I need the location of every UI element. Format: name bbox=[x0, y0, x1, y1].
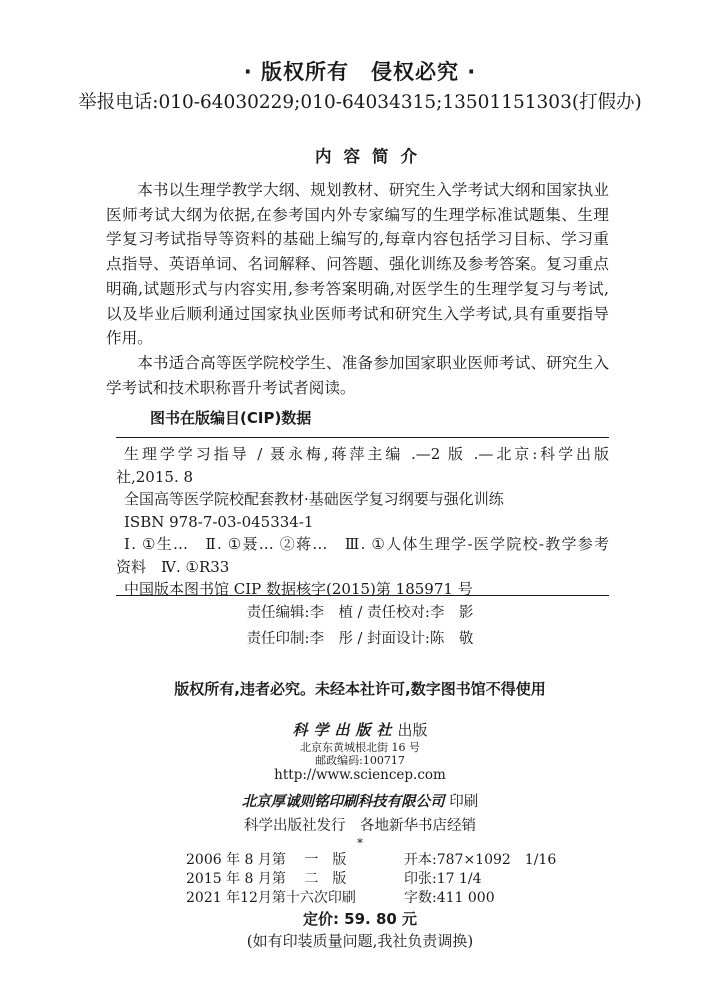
printer-suffix: 印刷 bbox=[449, 794, 479, 810]
edition-left: 2021 年12月第十六次印刷 bbox=[186, 890, 356, 906]
summary-heading: 内容简介 bbox=[315, 147, 429, 166]
summary-paragraph-2: 本书适合高等医学院校学生、准备参加国家职业医师考试、研究生入学考试和技术职称晋升考试者阅读。 bbox=[106, 353, 609, 397]
report-phone-line: 举报电话:010-64030229;010-64034315;13501151303(打假办) bbox=[78, 92, 642, 113]
edition-right: 开本:787×1092 1/16 bbox=[404, 852, 557, 868]
summary-body bbox=[106, 178, 609, 400]
publisher-address: 北京东黄城根北街 16 号 bbox=[300, 741, 420, 754]
publisher-line bbox=[0, 719, 720, 740]
edition-right: 印张:17 1/4 bbox=[404, 871, 482, 887]
cip-classification-cont: 资料 Ⅳ. ①R33 bbox=[116, 557, 230, 576]
price: 定价: 59. 80 元 bbox=[302, 910, 418, 928]
cip-title-line: 生理学学习指导 / 聂永梅,蒋萍主编 .—2 版 .—北京:科学出版 bbox=[124, 445, 609, 463]
cip-number: 中国版本图书馆 CIP 数据核字(2015)第 185971 号 bbox=[124, 580, 473, 598]
publisher-url: http://www.sciencep.com bbox=[274, 767, 446, 783]
separator-star: * bbox=[357, 836, 363, 850]
summary-paragraph-1: 本书以生理学教学大纲、规划教材、研究生入学考试大纲和国家执业医师考试大纲为依据,在参考国内外专家编写的生理学标准试题集、生理学复习考试指导等资料的基础上编写的,每章内容包括学习目标、学习重点指导、英语单词、名词解释、问答题、强化训练及参考答案。复习重点明确,试题形式与内容实用,参考答案明确,对医学生的生理学复习与考试,以及毕业后顺利通过国家执业医师考试和研究生入学考试,具有重要指导作用。 bbox=[106, 181, 609, 348]
edition-row bbox=[186, 851, 556, 870]
copyright-banner: · 版权所有 侵权必究 · bbox=[243, 60, 477, 84]
cip-series: 全国高等医学院校配套教材·基础医学复习纲要与强化训练 bbox=[124, 490, 504, 508]
edition-left: 2006 年 8 月第 一 版 bbox=[186, 852, 347, 868]
publisher-postcode: 邮政编码:100717 bbox=[315, 754, 405, 767]
edition-right: 字数:411 000 bbox=[404, 890, 495, 906]
cip-title-line-cont: 社,2015. 8 bbox=[116, 467, 194, 486]
rights-notice: 版权所有,违者必究。未经本社许可,数字图书馆不得使用 bbox=[174, 680, 546, 698]
cip-heading: 图书在版编目(CIP)数据 bbox=[150, 409, 312, 427]
staff-line-1: 责任编辑:李 植 / 责任校对:李 影 bbox=[246, 605, 474, 621]
publisher-name: 科学出版社 bbox=[292, 721, 398, 739]
cip-block bbox=[116, 443, 609, 601]
cip-isbn: ISBN 978-7-03-045334-1 bbox=[124, 512, 314, 531]
cip-classification: Ⅰ. ①生… Ⅱ. ①聂… ②蒋… Ⅲ. ①人体生理学-医学院校-教学参考 bbox=[124, 535, 609, 553]
edition-left: 2015 年 8 月第 二 版 bbox=[186, 871, 347, 887]
publisher-suffix: 出版 bbox=[397, 721, 428, 739]
printer-name: 北京厚诚则铭印刷科技有限公司 bbox=[241, 793, 445, 810]
staff-line-2: 责任印制:李 彤 / 封面设计:陈 敬 bbox=[246, 631, 474, 647]
edition-row bbox=[186, 870, 556, 889]
edition-info bbox=[186, 851, 556, 908]
distribution-line: 科学出版社发行 各地新华书店经销 bbox=[244, 818, 476, 834]
edition-row bbox=[186, 889, 556, 908]
return-note: (如有印装质量问题,我社负责调换) bbox=[246, 932, 474, 950]
cip-bottom-rule bbox=[116, 595, 609, 596]
cip-top-rule bbox=[116, 437, 609, 438]
printer-line bbox=[0, 790, 720, 811]
